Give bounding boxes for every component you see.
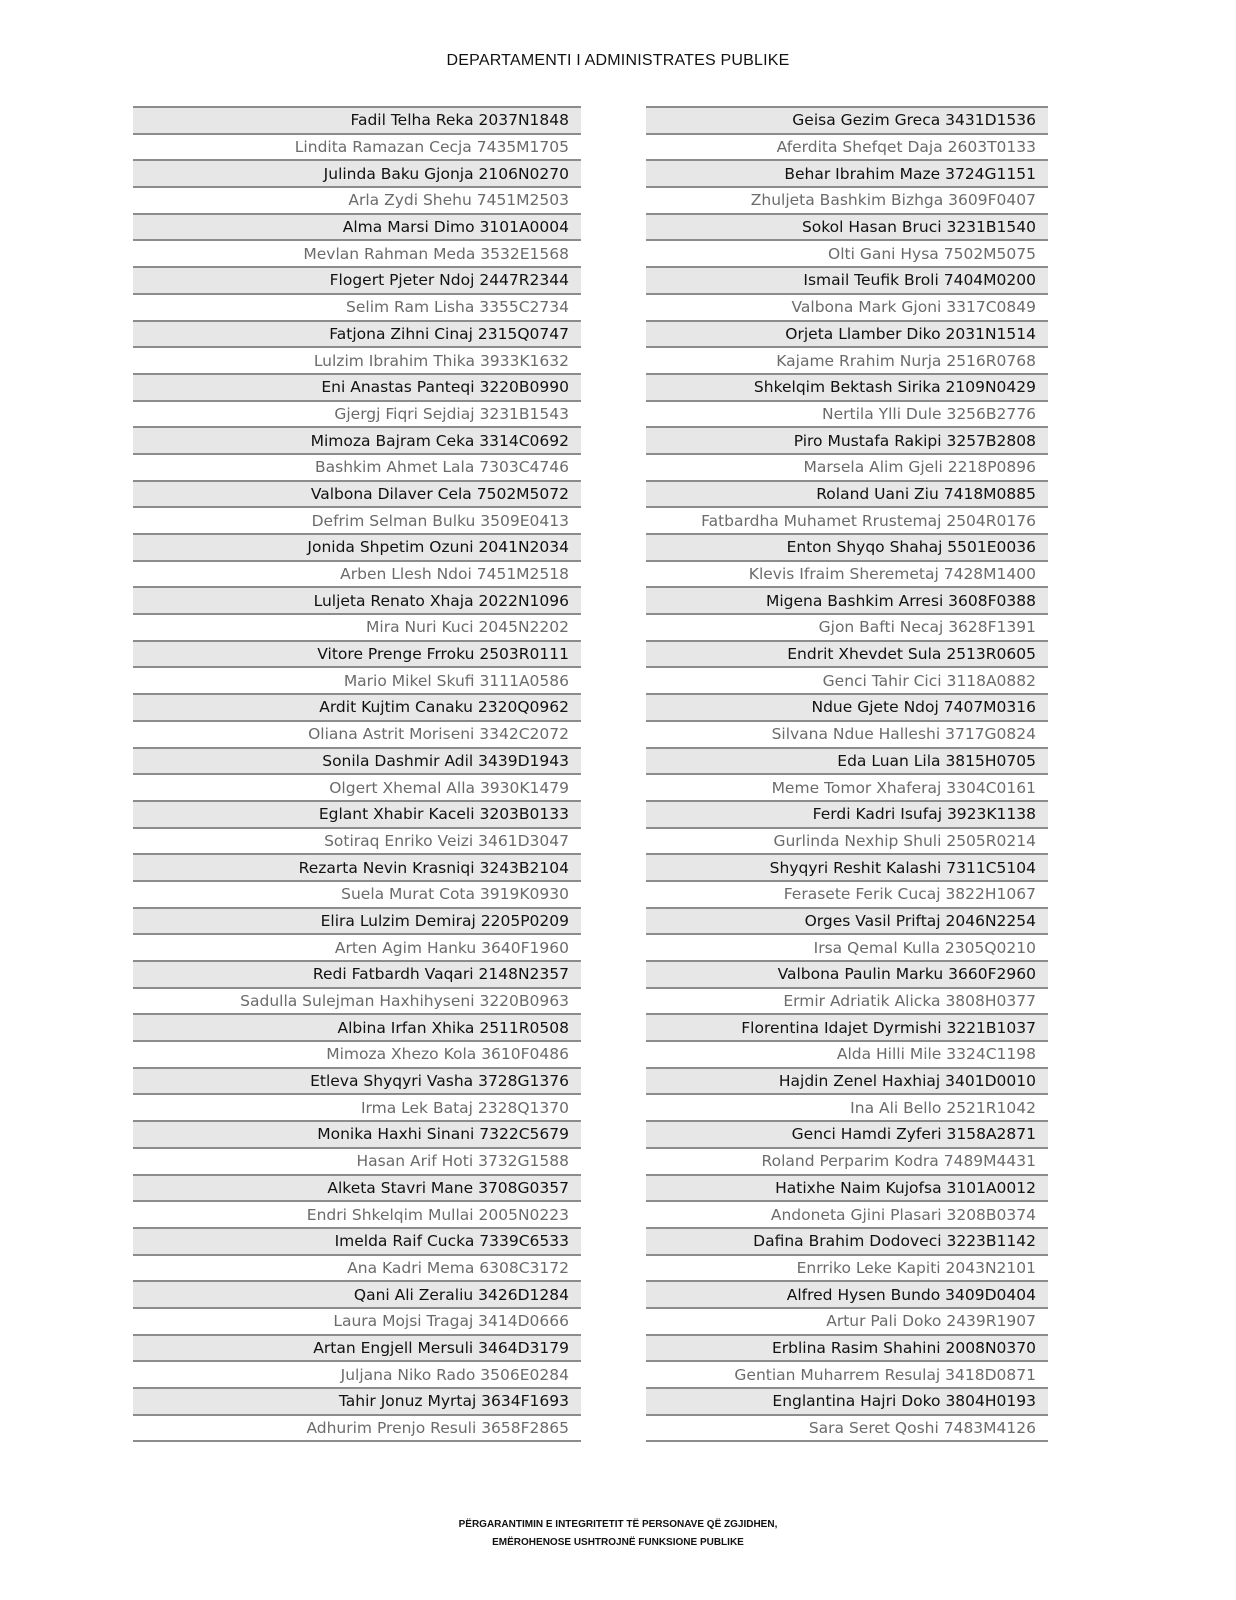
name-entry: Suela Murat Cota 3919K0930 <box>133 880 581 907</box>
name-entry: Ferdi Kadri Isufaj 3923K1138 <box>646 800 1048 827</box>
name-entry: Hatixhe Naim Kujofsa 3101A0012 <box>646 1174 1048 1201</box>
name-entry: Genci Hamdi Zyferi 3158A2871 <box>646 1120 1048 1147</box>
name-entry: Hajdin Zenel Haxhiaj 3401D0010 <box>646 1067 1048 1094</box>
name-entry: Ismail Teufik Broli 7404M0200 <box>646 266 1048 293</box>
name-entry: Tahir Jonuz Myrtaj 3634F1693 <box>133 1387 581 1414</box>
name-entry: Julinda Baku Gjonja 2106N0270 <box>133 159 581 186</box>
name-entry: Valbona Paulin Marku 3660F2960 <box>646 960 1048 987</box>
name-entry: Flogert Pjeter Ndoj 2447R2344 <box>133 266 581 293</box>
name-entry: Ina Ali Bello 2521R1042 <box>646 1093 1048 1120</box>
name-entry: Arten Agim Hanku 3640F1960 <box>133 933 581 960</box>
name-entry: Lindita Ramazan Cecja 7435M1705 <box>133 133 581 160</box>
name-entry: Ana Kadri Mema 6308C3172 <box>133 1254 581 1281</box>
right-name-list <box>646 106 1048 1442</box>
name-entry: Dafina Brahim Dodoveci 3223B1142 <box>646 1227 1048 1254</box>
name-entry: Piro Mustafa Rakipi 3257B2808 <box>646 426 1048 453</box>
name-entry: Kajame Rrahim Nurja 2516R0768 <box>646 346 1048 373</box>
name-entry: Migena Bashkim Arresi 3608F0388 <box>646 586 1048 613</box>
name-entry: Adhurim Prenjo Resuli 3658F2865 <box>133 1414 581 1441</box>
name-entry: Laura Mojsi Tragaj 3414D0666 <box>133 1307 581 1334</box>
name-entry: Alfred Hysen Bundo 3409D0404 <box>646 1280 1048 1307</box>
name-entry: Genci Tahir Cici 3118A0882 <box>646 666 1048 693</box>
name-entry: Gentian Muharrem Resulaj 3418D0871 <box>646 1360 1048 1387</box>
name-entry: Olgert Xhemal Alla 3930K1479 <box>133 773 581 800</box>
name-entry: Sonila Dashmir Adil 3439D1943 <box>133 747 581 774</box>
name-entry: Orjeta Llamber Diko 2031N1514 <box>646 320 1048 347</box>
left-name-list <box>133 106 581 1442</box>
name-entry: Defrim Selman Bulku 3509E0413 <box>133 506 581 533</box>
name-entry: Florentina Idajet Dyrmishi 3221B1037 <box>646 1013 1048 1040</box>
name-entry: Artur Pali Doko 2439R1907 <box>646 1307 1048 1334</box>
footer <box>0 1516 1236 1552</box>
name-entry: Oliana Astrit Moriseni 3342C2072 <box>133 720 581 747</box>
name-entry: Lulzim Ibrahim Thika 3933K1632 <box>133 346 581 373</box>
name-entry: Redi Fatbardh Vaqari 2148N2357 <box>133 960 581 987</box>
name-entry: Sara Seret Qoshi 7483M4126 <box>646 1414 1048 1441</box>
name-entry: Olti Gani Hysa 7502M5075 <box>646 239 1048 266</box>
name-entry: Andoneta Gjini Plasari 3208B0374 <box>646 1200 1048 1227</box>
name-entry: Mimoza Bajram Ceka 3314C0692 <box>133 426 581 453</box>
name-entry: Elira Lulzim Demiraj 2205P0209 <box>133 907 581 934</box>
name-entry: Gjon Bafti Necaj 3628F1391 <box>646 613 1048 640</box>
name-entry: Alma Marsi Dimo 3101A0004 <box>133 213 581 240</box>
name-entry: Behar Ibrahim Maze 3724G1151 <box>646 159 1048 186</box>
name-entry: Erblina Rasim Shahini 2008N0370 <box>646 1334 1048 1361</box>
name-entry: Shkelqim Bektash Sirika 2109N0429 <box>646 373 1048 400</box>
name-entry: Imelda Raif Cucka 7339C6533 <box>133 1227 581 1254</box>
name-entry: Roland Uani Ziu 7418M0885 <box>646 480 1048 507</box>
name-entry: Ardit Kujtim Canaku 2320Q0962 <box>133 693 581 720</box>
name-entry: Irma Lek Bataj 2328Q1370 <box>133 1093 581 1120</box>
name-entry: Arla Zydi Shehu 7451M2503 <box>133 186 581 213</box>
name-entry: Aferdita Shefqet Daja 2603T0133 <box>646 133 1048 160</box>
name-entry: Arben Llesh Ndoi 7451M2518 <box>133 560 581 587</box>
name-entry: Ndue Gjete Ndoj 7407M0316 <box>646 693 1048 720</box>
name-entry: Marsela Alim Gjeli 2218P0896 <box>646 453 1048 480</box>
name-entry: Meme Tomor Xhaferaj 3304C0161 <box>646 773 1048 800</box>
name-entry: Silvana Ndue Halleshi 3717G0824 <box>646 720 1048 747</box>
name-entry: Artan Engjell Mersuli 3464D3179 <box>133 1334 581 1361</box>
name-entry: Orges Vasil Priftaj 2046N2254 <box>646 907 1048 934</box>
name-entry: Hasan Arif Hoti 3732G1588 <box>133 1147 581 1174</box>
name-entry: Gurlinda Nexhip Shuli 2505R0214 <box>646 827 1048 854</box>
name-entry: Juljana Niko Rado 3506E0284 <box>133 1360 581 1387</box>
name-entry: Englantina Hajri Doko 3804H0193 <box>646 1387 1048 1414</box>
name-entry: Fadil Telha Reka 2037N1848 <box>133 106 581 133</box>
name-entry: Etleva Shyqyri Vasha 3728G1376 <box>133 1067 581 1094</box>
name-entry: Albina Irfan Xhika 2511R0508 <box>133 1013 581 1040</box>
name-entry: Sotiraq Enriko Veizi 3461D3047 <box>133 827 581 854</box>
name-entry: Valbona Mark Gjoni 3317C0849 <box>646 293 1048 320</box>
name-entry: Fatjona Zihni Cinaj 2315Q0747 <box>133 320 581 347</box>
name-entry: Monika Haxhi Sinani 7322C5679 <box>133 1120 581 1147</box>
name-entry: Ermir Adriatik Alicka 3808H0377 <box>646 987 1048 1014</box>
column-bottom-rule <box>646 1440 1048 1442</box>
footer-line-1: PËRGARANTIMIN E INTEGRITETIT TË PERSONAVE QË ZGJIDHEN, <box>458 1519 778 1530</box>
name-entry: Roland Perparim Kodra 7489M4431 <box>646 1147 1048 1174</box>
name-entry: Eglant Xhabir Kaceli 3203B0133 <box>133 800 581 827</box>
name-entry: Mimoza Xhezo Kola 3610F0486 <box>133 1040 581 1067</box>
name-entry: Mira Nuri Kuci 2045N2202 <box>133 613 581 640</box>
name-entry: Klevis Ifraim Sheremetaj 7428M1400 <box>646 560 1048 587</box>
name-entry: Alketa Stavri Mane 3708G0357 <box>133 1174 581 1201</box>
name-entry: Sokol Hasan Bruci 3231B1540 <box>646 213 1048 240</box>
name-entry: Vitore Prenge Frroku 2503R0111 <box>133 640 581 667</box>
footer-line-2: EMËROHENOSE USHTROJNË FUNKSIONE PUBLIKE <box>492 1537 744 1548</box>
name-entry: Mevlan Rahman Meda 3532E1568 <box>133 239 581 266</box>
column-bottom-rule <box>133 1440 581 1442</box>
name-entry: Mario Mikel Skufi 3111A0586 <box>133 666 581 693</box>
name-entry: Zhuljeta Bashkim Bizhga 3609F0407 <box>646 186 1048 213</box>
name-entry: Luljeta Renato Xhaja 2022N1096 <box>133 586 581 613</box>
name-entry: Eni Anastas Panteqi 3220B0990 <box>133 373 581 400</box>
name-entry: Valbona Dilaver Cela 7502M5072 <box>133 480 581 507</box>
name-entry: Sadulla Sulejman Haxhihyseni 3220B0963 <box>133 987 581 1014</box>
name-entry: Qani Ali Zeraliu 3426D1284 <box>133 1280 581 1307</box>
name-entry: Shyqyri Reshit Kalashi 7311C5104 <box>646 853 1048 880</box>
name-entry: Fatbardha Muhamet Rrustemaj 2504R0176 <box>646 506 1048 533</box>
name-entry: Selim Ram Lisha 3355C2734 <box>133 293 581 320</box>
page-title: DEPARTAMENTI I ADMINISTRATES PUBLIKE <box>446 52 790 69</box>
name-entry: Irsa Qemal Kulla 2305Q0210 <box>646 933 1048 960</box>
name-entry: Ferasete Ferik Cucaj 3822H1067 <box>646 880 1048 907</box>
name-entry: Eda Luan Lila 3815H0705 <box>646 747 1048 774</box>
name-entry: Rezarta Nevin Krasniqi 3243B2104 <box>133 853 581 880</box>
name-entry: Gjergj Fiqri Sejdiaj 3231B1543 <box>133 400 581 427</box>
name-entry: Enton Shyqo Shahaj 5501E0036 <box>646 533 1048 560</box>
name-entry: Nertila Ylli Dule 3256B2776 <box>646 400 1048 427</box>
name-entry: Bashkim Ahmet Lala 7303C4746 <box>133 453 581 480</box>
name-entry: Endrit Xhevdet Sula 2513R0605 <box>646 640 1048 667</box>
name-entry: Endri Shkelqim Mullai 2005N0223 <box>133 1200 581 1227</box>
name-entry: Enrriko Leke Kapiti 2043N2101 <box>646 1254 1048 1281</box>
name-entry: Alda Hilli Mile 3324C1198 <box>646 1040 1048 1067</box>
name-entry: Jonida Shpetim Ozuni 2041N2034 <box>133 533 581 560</box>
name-entry: Geisa Gezim Greca 3431D1536 <box>646 106 1048 133</box>
